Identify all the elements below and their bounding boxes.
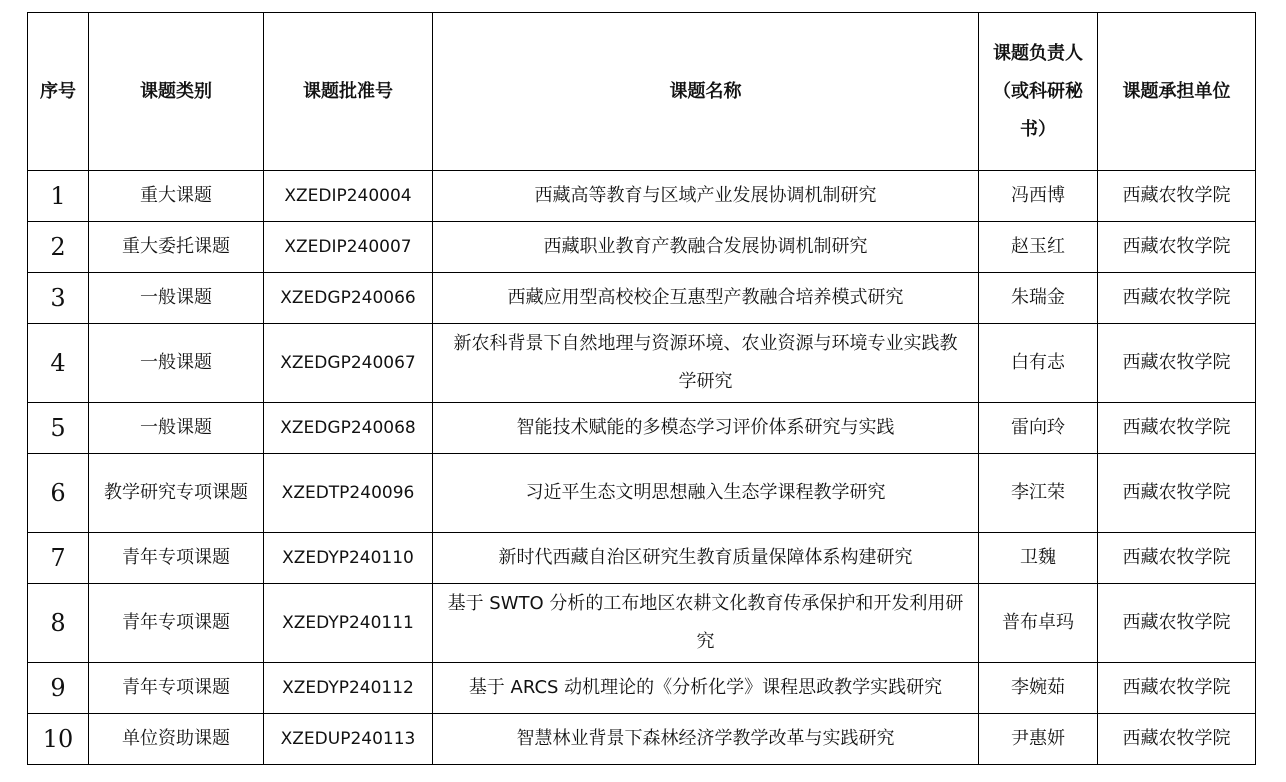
project-table bbox=[27, 12, 1256, 765]
cell-name: 基于 SWTO 分析的工布地区农耕文化教育传承保护和开发利用研究 bbox=[433, 584, 979, 663]
cell-name: 智能技术赋能的多模态学习评价体系研究与实践 bbox=[433, 403, 979, 454]
cell-category: 单位资助课题 bbox=[89, 714, 264, 765]
cell-seq: 3 bbox=[28, 273, 89, 324]
cell-approval-no: XZEDIP240007 bbox=[264, 222, 433, 273]
header-name: 课题名称 bbox=[433, 13, 979, 171]
cell-leader: 卫魏 bbox=[979, 533, 1098, 584]
table-row bbox=[28, 171, 1256, 222]
cell-leader: 李婉茹 bbox=[979, 663, 1098, 714]
header-seq: 序号 bbox=[28, 13, 89, 171]
cell-seq: 6 bbox=[28, 454, 89, 533]
table-row bbox=[28, 533, 1256, 584]
header-approval-no: 课题批准号 bbox=[264, 13, 433, 171]
table-row bbox=[28, 324, 1256, 403]
cell-leader: 普布卓玛 bbox=[979, 584, 1098, 663]
cell-approval-no: XZEDGP240068 bbox=[264, 403, 433, 454]
cell-category: 一般课题 bbox=[89, 403, 264, 454]
header-category: 课题类别 bbox=[89, 13, 264, 171]
cell-approval-no: XZEDYP240112 bbox=[264, 663, 433, 714]
cell-leader: 李江荣 bbox=[979, 454, 1098, 533]
table-header-row bbox=[28, 13, 1256, 171]
cell-seq: 8 bbox=[28, 584, 89, 663]
cell-approval-no: XZEDYP240111 bbox=[264, 584, 433, 663]
table-row bbox=[28, 454, 1256, 533]
cell-category: 青年专项课题 bbox=[89, 584, 264, 663]
cell-approval-no: XZEDGP240066 bbox=[264, 273, 433, 324]
cell-leader: 白有志 bbox=[979, 324, 1098, 403]
cell-unit: 西藏农牧学院 bbox=[1098, 533, 1256, 584]
cell-category: 一般课题 bbox=[89, 273, 264, 324]
cell-name: 西藏应用型高校校企互惠型产教融合培养模式研究 bbox=[433, 273, 979, 324]
cell-unit: 西藏农牧学院 bbox=[1098, 222, 1256, 273]
cell-seq: 5 bbox=[28, 403, 89, 454]
cell-name: 智慧林业背景下森林经济学教学改革与实践研究 bbox=[433, 714, 979, 765]
cell-name: 新时代西藏自治区研究生教育质量保障体系构建研究 bbox=[433, 533, 979, 584]
cell-seq: 4 bbox=[28, 324, 89, 403]
cell-unit: 西藏农牧学院 bbox=[1098, 454, 1256, 533]
header-unit: 课题承担单位 bbox=[1098, 13, 1256, 171]
cell-name: 基于 ARCS 动机理论的《分析化学》课程思政教学实践研究 bbox=[433, 663, 979, 714]
cell-unit: 西藏农牧学院 bbox=[1098, 584, 1256, 663]
cell-unit: 西藏农牧学院 bbox=[1098, 324, 1256, 403]
cell-category: 青年专项课题 bbox=[89, 663, 264, 714]
cell-unit: 西藏农牧学院 bbox=[1098, 171, 1256, 222]
cell-leader: 冯西博 bbox=[979, 171, 1098, 222]
table-row bbox=[28, 584, 1256, 663]
cell-leader: 雷向玲 bbox=[979, 403, 1098, 454]
cell-category: 青年专项课题 bbox=[89, 533, 264, 584]
cell-category: 一般课题 bbox=[89, 324, 264, 403]
cell-leader: 赵玉红 bbox=[979, 222, 1098, 273]
cell-unit: 西藏农牧学院 bbox=[1098, 663, 1256, 714]
cell-name: 西藏高等教育与区域产业发展协调机制研究 bbox=[433, 171, 979, 222]
table-row bbox=[28, 663, 1256, 714]
cell-unit: 西藏农牧学院 bbox=[1098, 273, 1256, 324]
cell-category: 重大委托课题 bbox=[89, 222, 264, 273]
table-row bbox=[28, 222, 1256, 273]
cell-category: 教学研究专项课题 bbox=[89, 454, 264, 533]
cell-unit: 西藏农牧学院 bbox=[1098, 714, 1256, 765]
cell-seq: 1 bbox=[28, 171, 89, 222]
cell-leader: 朱瑞金 bbox=[979, 273, 1098, 324]
cell-approval-no: XZEDTP240096 bbox=[264, 454, 433, 533]
cell-name: 西藏职业教育产教融合发展协调机制研究 bbox=[433, 222, 979, 273]
cell-name: 习近平生态文明思想融入生态学课程教学研究 bbox=[433, 454, 979, 533]
cell-approval-no: XZEDGP240067 bbox=[264, 324, 433, 403]
table-row bbox=[28, 273, 1256, 324]
header-leader: 课题负责人（或科研秘书） bbox=[979, 13, 1098, 171]
cell-unit: 西藏农牧学院 bbox=[1098, 403, 1256, 454]
cell-approval-no: XZEDYP240110 bbox=[264, 533, 433, 584]
table-row bbox=[28, 403, 1256, 454]
cell-seq: 9 bbox=[28, 663, 89, 714]
cell-category: 重大课题 bbox=[89, 171, 264, 222]
cell-seq: 2 bbox=[28, 222, 89, 273]
cell-seq: 10 bbox=[28, 714, 89, 765]
cell-approval-no: XZEDIP240004 bbox=[264, 171, 433, 222]
cell-name: 新农科背景下自然地理与资源环境、农业资源与环境专业实践教学研究 bbox=[433, 324, 979, 403]
cell-approval-no: XZEDUP240113 bbox=[264, 714, 433, 765]
cell-seq: 7 bbox=[28, 533, 89, 584]
cell-leader: 尹惠妍 bbox=[979, 714, 1098, 765]
table-row bbox=[28, 714, 1256, 765]
